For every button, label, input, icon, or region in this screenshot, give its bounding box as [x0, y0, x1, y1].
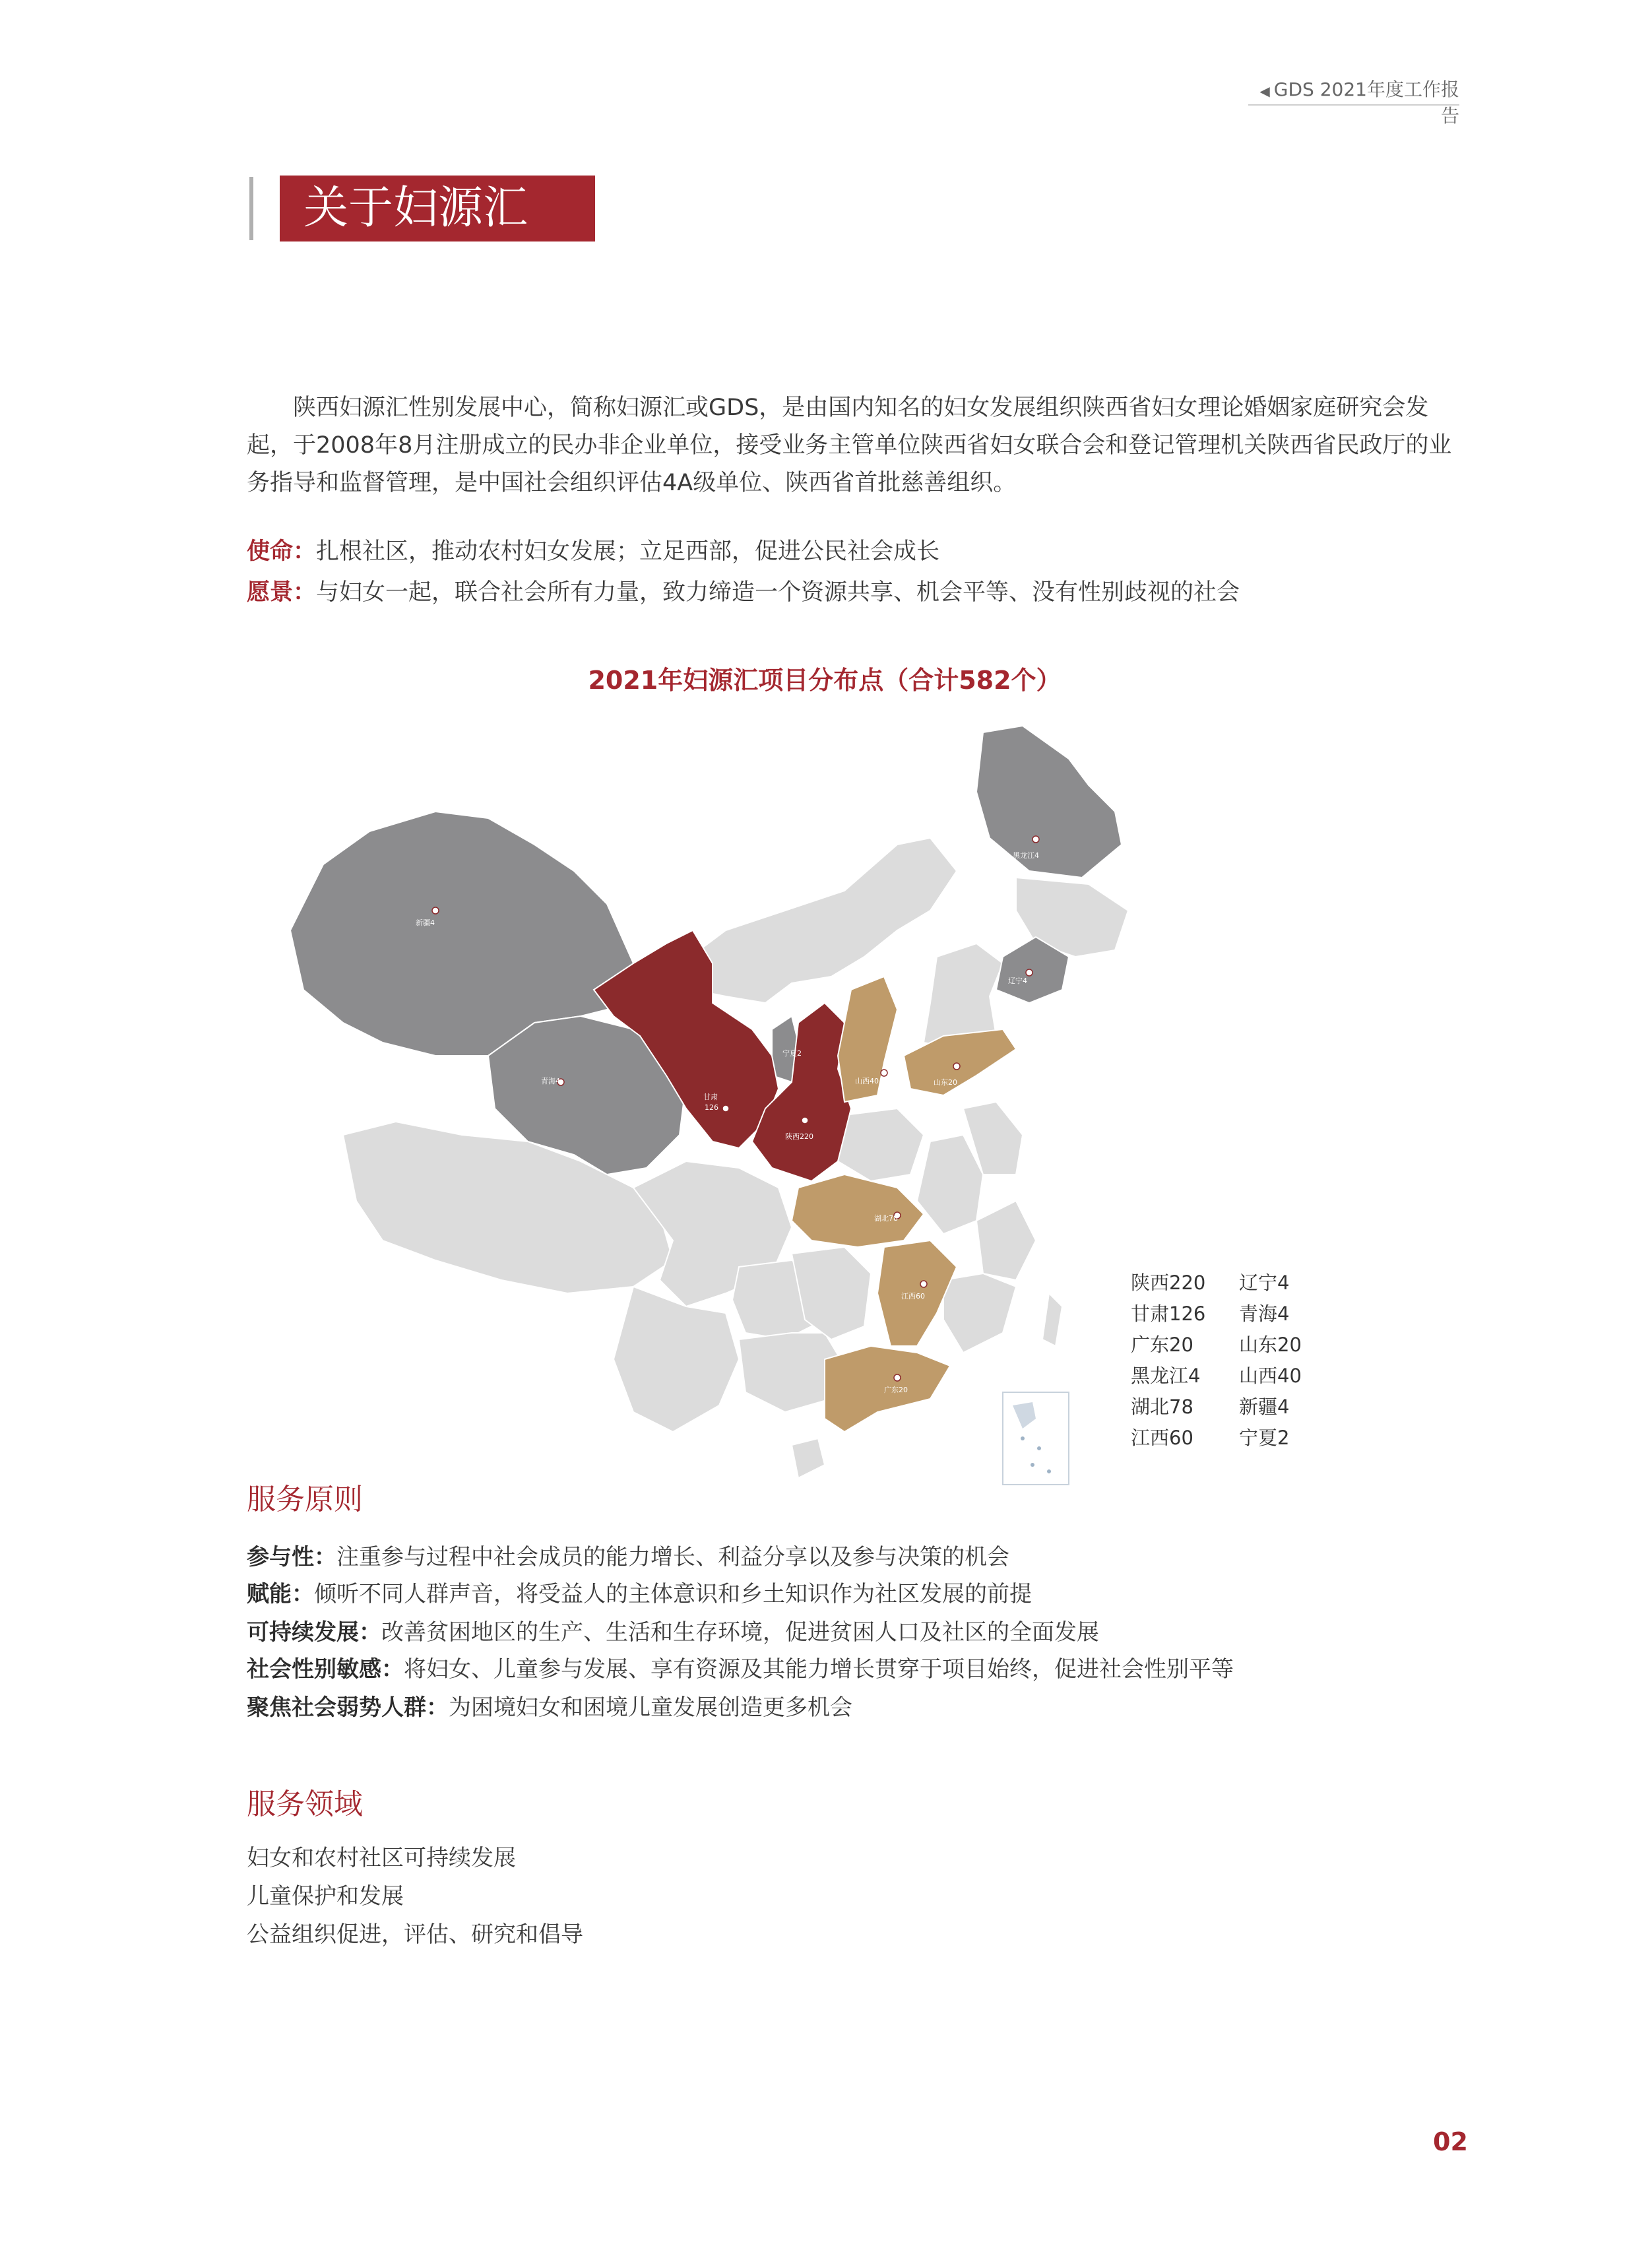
- legend-item: 新疆4: [1239, 1396, 1290, 1418]
- map-label-qinghai: 青海4: [541, 1077, 560, 1085]
- legend-item: 山西40: [1239, 1365, 1302, 1387]
- map-region-shandong: [904, 1029, 1016, 1095]
- map-label-ningxia: 宁夏2: [782, 1049, 802, 1058]
- map-label-heilongjiang: 黑龙江4: [1013, 851, 1039, 860]
- map-label-shanxi: 山西40: [855, 1077, 879, 1085]
- principles-title: 服务原则: [247, 1483, 363, 1516]
- legend-item: 青海4: [1239, 1303, 1290, 1325]
- legend-item: 辽宁4: [1239, 1271, 1290, 1294]
- map-pin-icon: [881, 1070, 887, 1076]
- map-label-guangdong: 广东20: [884, 1386, 908, 1394]
- map-label-shandong: 山东20: [934, 1078, 957, 1087]
- page-title: 关于妇源汇: [280, 176, 595, 241]
- map-label-gansu-1: 甘肃: [703, 1093, 718, 1101]
- fields-title: 服务领域: [247, 1787, 363, 1821]
- report-header: [1248, 75, 1459, 127]
- field-item: 儿童保护和发展: [247, 1883, 404, 1910]
- map-pin-icon: [953, 1063, 960, 1070]
- mission-text: 扎根社区，推动农村妇女发展；立足西部，促进公民社会成长: [316, 538, 940, 565]
- field-item: 公益组织促进，评估、研究和倡导: [247, 1921, 583, 1948]
- legend-item: 陕西220: [1131, 1271, 1206, 1294]
- legend-item: 宁夏2: [1239, 1427, 1290, 1449]
- principle-item: 可持续发展：改善贫困地区的生产、生活和生存环境，促进贫困人口及社区的全面发展: [247, 1619, 1099, 1646]
- legend-item: 甘肃126: [1131, 1303, 1206, 1325]
- map-region-zhejiang: [976, 1201, 1036, 1280]
- map-label-jiangxi: 江西60: [901, 1292, 925, 1301]
- vision-label: 愿景：: [247, 579, 317, 606]
- triangle-left-icon: ◀: [1259, 83, 1270, 99]
- legend-item: 山东20: [1239, 1334, 1302, 1356]
- mission-label: 使命：: [247, 538, 317, 565]
- page-number: 02: [1433, 2127, 1468, 2156]
- title-accent-bar: [249, 177, 253, 240]
- legend-item: 江西60: [1131, 1427, 1193, 1449]
- map-region-heilongjiang: [976, 726, 1122, 878]
- map-label-hubei: 湖北78: [874, 1214, 898, 1223]
- principle-item: 参与性：注重参与过程中社会成员的能力增长、利益分享以及参与决策的机会: [247, 1544, 1009, 1570]
- map-region-yunnan: [614, 1287, 739, 1432]
- map-pin-icon: [1032, 836, 1039, 843]
- vision-line: [247, 574, 1240, 607]
- mission-line: [247, 533, 939, 566]
- map-region-hainan: [792, 1438, 825, 1478]
- map-label-xinjiang: 新疆4: [416, 918, 435, 927]
- south-china-sea-inset: [1003, 1392, 1069, 1485]
- map-region-henan: [838, 1109, 924, 1181]
- intro-paragraph: 陕西妇源汇性别发展中心，简称妇源汇或GDS，是由国内知名的妇女发展组织陕西省妇女理论婚姻家庭研究会发起，于2008年8月注册成立的民办非企业单位，接受业务主管单位陕西省妇女联合会和登记管理机关陕西省民政厅的业务指导和监督管理，是中国社会组织评估4A级单位、陕西省首批慈善组织。: [247, 395, 1452, 496]
- principle-item: 社会性别敏感：将妇女、儿童参与发展、享有资源及其能力增长贯穿于项目始终，促进社会性别平等: [247, 1656, 1234, 1683]
- map-label-gansu-2: 126: [705, 1103, 718, 1112]
- legend-item: 黑龙江4: [1131, 1365, 1201, 1387]
- field-item: 妇女和农村社区可持续发展: [247, 1845, 516, 1871]
- legend-item: 湖北78: [1131, 1396, 1193, 1418]
- report-label: GDS 2021年度工作报告: [1273, 79, 1459, 127]
- map-pin-icon: [722, 1105, 729, 1112]
- map-region-anhui: [917, 1135, 983, 1234]
- map-label-shaanxi: 陕西220: [785, 1132, 813, 1141]
- china-project-map: [264, 713, 1188, 1491]
- map-region-fujian: [943, 1273, 1016, 1353]
- map-pin-icon: [920, 1281, 927, 1287]
- map-label-liaoning: 辽宁4: [1008, 977, 1027, 985]
- map-region-hubei: [792, 1174, 924, 1247]
- legend-item: 广东20: [1131, 1334, 1193, 1356]
- principle-item: 聚焦社会弱势人群：为困境妇女和困境儿童发展创造更多机会: [247, 1694, 852, 1721]
- map-pin-icon: [432, 907, 439, 914]
- vision-text: 与妇女一起，联合社会所有力量，致力缔造一个资源共享、机会平等、没有性别歧视的社会: [316, 579, 1240, 606]
- map-region-taiwan: [1042, 1293, 1062, 1346]
- map-pin-icon: [894, 1374, 901, 1381]
- principle-item: 赋能：倾听不同人群声音，将受益人的主体意识和乡土知识作为社区发展的前提: [247, 1581, 1032, 1607]
- map-region-inner-mongolia: [673, 838, 957, 1003]
- map-title: 2021年妇源汇项目分布点（合计582个）: [588, 666, 1062, 695]
- map-pin-icon: [1026, 969, 1032, 976]
- map-pin-icon: [802, 1117, 808, 1124]
